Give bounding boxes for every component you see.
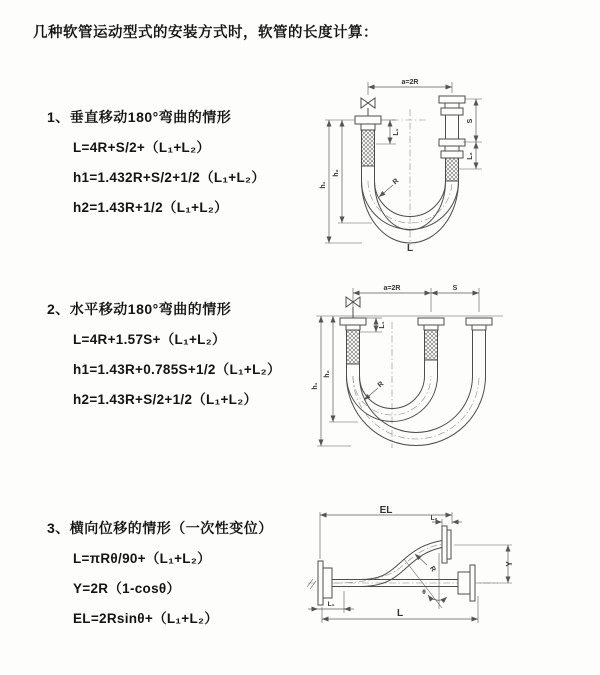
flange-left-plate: [318, 561, 323, 605]
radius-leader: [364, 388, 378, 400]
valve-icon: [361, 98, 375, 108]
dim-label-a2r: a=2R: [401, 79, 419, 86]
radius-label: R: [376, 380, 386, 390]
flange-right-hub: [458, 572, 470, 594]
angle-label: θ: [422, 589, 426, 596]
formula-EL: EL=2Rsinθ+（L₁+L₂）: [73, 611, 219, 626]
section-2-heading: 2、水平移动180°弯曲的情形: [47, 301, 232, 317]
braided-hose-left: [347, 330, 360, 364]
flange-right-top: [439, 96, 465, 103]
radius-label: R: [428, 565, 437, 574]
hose-curve-bottom: [332, 548, 442, 587]
flange-left: [355, 116, 381, 124]
braided-hose-left: [362, 130, 375, 166]
dim-label-l: L: [396, 608, 404, 619]
flange-left: [340, 318, 366, 325]
length-label: L: [406, 243, 414, 254]
dim-label-y: Y: [505, 561, 514, 567]
dim-label-a2r: a=2R: [383, 285, 401, 292]
flange-middle: [418, 318, 444, 325]
dim-label-l1: L₁: [379, 321, 386, 329]
flange-left-neck: [361, 124, 375, 130]
braided-hose-middle: [425, 330, 438, 360]
dim-label-l1: L₁: [393, 128, 400, 136]
dim-label-el: EL: [379, 505, 393, 516]
formula-Y: Y=2R（1-cosθ）: [73, 581, 181, 596]
section-3-heading: 3、横向位移的情形（一次性变位）: [47, 520, 273, 536]
page-title: 几种软管运动型式的安装方式时，软管的长度计算：: [33, 25, 378, 41]
radius-leader: [379, 185, 393, 197]
theta-slant-line: [404, 559, 442, 608]
flange-left-hub: [323, 568, 332, 598]
diagram-vertical-180: [300, 69, 550, 254]
break-mark: [307, 579, 316, 589]
section-lateral-displacement: [47, 518, 273, 634]
formula-L: L=4R+S/2+（L₁+L₂）: [73, 140, 211, 155]
section-1-heading: 1、垂直移动180°弯曲的情形: [47, 109, 232, 125]
flange-right-plate: [470, 565, 475, 601]
dim-label-l2: L₂: [430, 515, 438, 522]
theta-arc: [428, 595, 447, 600]
dim-label-l2: L₂: [467, 152, 474, 160]
formula-L: L=πRθ/90+（L₁+L₂）: [73, 551, 211, 566]
flange-right: [466, 318, 492, 325]
dim-label-h1: h₁: [320, 181, 327, 189]
flange-right-lower: [439, 139, 465, 146]
hose-arc-moved: [347, 376, 486, 446]
diagram-lateral-displacement: [306, 503, 598, 663]
flange-upper-plate: [442, 526, 447, 563]
flange-upper-plate2: [447, 530, 451, 559]
hose-curve-top: [332, 541, 442, 580]
braided-hose-right: [446, 158, 459, 181]
dim-label-l1: L₁: [327, 601, 335, 608]
dim-label-s: S: [452, 285, 458, 292]
dim-label-h2: h₂: [333, 169, 340, 177]
formula-h2: h2=1.43R+1/2（L₁+L₂）: [73, 200, 228, 215]
diagram-horizontal-180: [296, 276, 558, 451]
formula-h1: h1=1.432R+S/2+1/2（L₁+L₂）: [73, 170, 266, 185]
radius-label: R: [391, 177, 401, 187]
section-horizontal-180: [47, 299, 281, 415]
dim-label-h1: h₁: [312, 382, 319, 390]
formula-h1: h1=1.43R+0.785S+1/2（L₁+L₂）: [73, 362, 281, 377]
formula-h2: h2=1.43R+S/2+1/2（L₁+L₂）: [73, 392, 258, 407]
section-vertical-180: [47, 107, 265, 223]
dim-label-h2: h₂: [324, 370, 331, 378]
formula-L: L=4R+1.57S+（L₁+L₂）: [73, 332, 226, 347]
dim-label-s: S: [467, 118, 474, 124]
